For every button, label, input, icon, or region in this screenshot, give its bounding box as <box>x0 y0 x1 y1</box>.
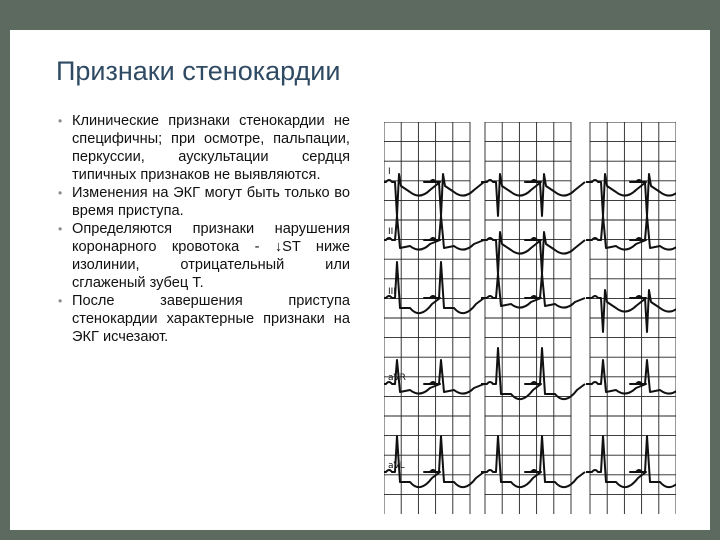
ecg-lead-label: aVL <box>388 461 405 471</box>
bullet-coronary-flow: • Определяются признаки нарушения коронарного кровотока - ↓ST ниже изолинии, отрицательный или сглаженый зубец Т. <box>58 220 350 292</box>
slide-title: Признаки стенокардии <box>56 56 341 86</box>
bullet-after-attack: • После завершения приступа стенокардии характерные признаки на ЭКГ исчезают. <box>58 292 350 346</box>
ecg-lead-label: I <box>388 167 391 177</box>
bullet-list <box>58 112 350 346</box>
bullet-ecg-changes: • Изменения на ЭКГ могут быть только во время приступа. <box>58 184 350 220</box>
ecg-lead-label: III <box>388 287 396 297</box>
ecg-lead-label: aVR <box>388 373 406 383</box>
ecg-figure <box>384 122 676 514</box>
slide <box>10 30 710 530</box>
ecg-lead-label: II <box>388 227 394 237</box>
bullet-clinical-signs: • Клинические признаки стенокардии не специфичны; при осмотре, пальпации, перкуссии, аускультации сердця типичных признаков не выявляются. <box>58 112 350 184</box>
